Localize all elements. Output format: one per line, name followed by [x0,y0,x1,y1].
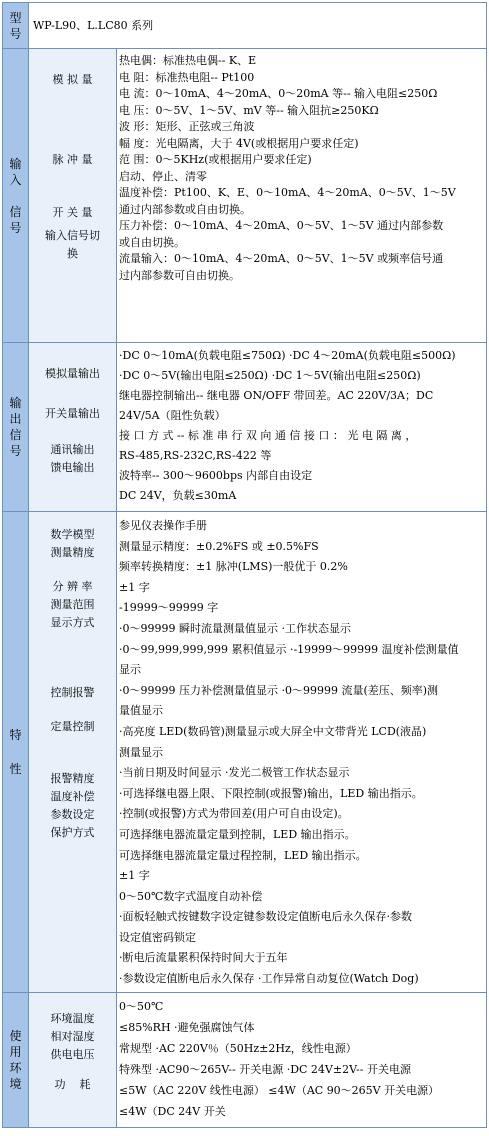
input-values [117,49,487,343]
input-line: 启动、停止、清零 [119,169,207,183]
output-values [117,343,487,512]
category-char: 使 [9,1029,22,1043]
environment-line: 0～50℃ [119,1000,164,1013]
sub-label-math-model: 数学模型 [50,528,95,541]
features-line: 测量显示精度：±0.2%FS 或 ±0.5%FS [119,539,319,553]
environment-values [117,993,487,1128]
sub-label-ambient-temp: 环境温度 [50,1012,95,1025]
features-row [3,512,487,993]
sub-label-resolution: 分 辨 率 [52,580,93,593]
features-line: ±1 字 [119,869,150,883]
output-line: ·DC 0～10mA(负载电阻≤750Ω) ·DC 4～20mA(负载电阻≤500Ω) [119,349,456,362]
features-line: 0～50℃数字式温度自动补偿 [119,889,263,903]
environment-line: 常规型 ·AC 220V％（50Hz±2Hz，线性电源） [119,1042,357,1055]
sub-label-quant-control: 定量控制 [50,720,95,733]
input-sub-labels [29,49,117,343]
environment-line: ≤5W（AC 220V 线性电源） ≤4W（AC 90～265V 开关电源） [119,1084,440,1097]
sub-label-switch-select-2: 换 [67,247,78,260]
features-line: ·可选择继电器上限、下限控制(或报警)输出，LED 输出指示。 [119,786,423,800]
features-line: ·面板轻触式按键数字设定键参数设定值断电后永久保存·参数 [119,910,412,924]
sub-label-power: 功 耗 [54,1078,91,1091]
output-category-cell [3,343,29,512]
environment-category-cell [3,993,29,1128]
input-line: 通过内部参数或自由切换。 [119,202,251,216]
features-line: 设定值密码锁定 [119,930,196,944]
features-category-cell [3,512,29,993]
input-line: 电 流：0～10mA、4～20mA、0～20mA 等-- 输入电阻≤250Ω [119,87,438,100]
category-char: 输 [9,156,22,171]
sub-label-feed-output: 馈电输出 [50,461,95,474]
features-line: 量值显示 [119,704,163,718]
input-line: 电 阻：标准热电阻-- Pt100 [119,70,255,84]
sub-label-display: 显示方式 [50,616,95,629]
input-line: 温度补偿：Pt100、K、E、0～10mA、4～20mA、0～5V、1～5V [119,186,456,199]
environment-row [3,993,487,1128]
category-char: 入 [9,172,22,187]
input-row [3,49,487,343]
sub-label-control-alarm: 控制报警 [50,686,95,699]
features-line: ·0～99,999,999,999 累积值显示 ·-19999～99999 温度补偿测量值 [119,642,459,656]
category-char: 性 [9,762,22,776]
category-char: 用 [9,1045,22,1059]
input-line: 幅 度：光电隔离，大于 4V(或根据用户要求任定) [119,136,359,150]
sub-label-switch: 开 关 量 [52,206,93,219]
input-line: 范 围：0～5KHz(或根据用户要求任定) [119,153,312,166]
sub-label-protection: 保护方式 [50,826,95,839]
environment-line: ≤85%RH ·避免强腐蚀气体 [119,1021,255,1034]
features-line: ·高亮度 LED(数码管)测量显示或大屏全中文带背光 LCD(液晶) [119,724,427,738]
sub-label-range: 测量范围 [50,598,95,611]
output-line: 24V/5A（阻性负载） [119,409,226,422]
features-values [117,512,487,993]
sub-label-analog-output: 模拟量输出 [45,367,100,380]
model-category-cell [3,3,29,49]
features-line: 参见仪表操作手册 [119,519,207,532]
output-line: DC 24V，负载≤30mA [119,489,237,502]
sub-label-supply-voltage: 供电电压 [50,1048,95,1061]
sub-label-humidity: 相对湿度 [50,1030,95,1043]
sub-label-param-setting: 参数设定 [50,808,95,821]
features-line: ·0～99999 压力补偿测量值显示 ·0～99999 流量(差压、频率)测 [119,683,439,697]
input-line: 流量输入：0～10mA、4～20mA、0～5V、1～5V 或频率信号通 [119,252,444,265]
output-line: RS-485,RS-232C,RS-422 等 [119,449,272,462]
category-char: 境 [9,1077,22,1091]
input-category-cell [3,49,29,343]
category-char: 特 [9,728,22,742]
sub-label-switch-select: 输入信号切 [45,229,100,242]
features-sub-labels [29,512,117,993]
features-line: ·0～99999 瞬时流量测量值显示 ·工作状态显示 [119,621,351,635]
model-row [3,3,487,49]
output-line: 波特率-- 300～9600bps 内部自由设定 [119,469,313,482]
input-line: 压力补偿：0～10mA、4～20mA、0～5V、1～5V 通过内部参数 [119,219,444,232]
category-char: 型 [9,10,22,25]
features-line: ·断电后流量累积保持时间大于五年 [119,951,288,965]
features-line: 显示 [119,663,141,677]
features-line: -19999～99999 字 [119,601,219,615]
features-line: 可选择继电器流量定量过程控制，LED 输出指示。 [119,848,367,862]
input-line: 过内部参数可自由切换。 [119,268,240,282]
environment-line: ≤4W（DC 24V 开关 [119,1105,226,1118]
output-row [3,343,487,512]
sub-label-alarm-accuracy: 报警精度 [50,772,95,785]
category-char: 出 [9,412,22,426]
sub-label-pulse: 脉 冲 量 [52,153,93,166]
category-char: 号 [9,220,22,235]
category-char: 信 [9,204,22,219]
features-line: ·控制(或报警)方式为带回差(用户可自由设定)。 [119,807,349,821]
input-line: 或自由切换。 [119,235,185,249]
features-line: ·当前日期及时间显示 ·发光二极管工作状态显示 [119,766,350,780]
spec-table [2,2,487,1128]
output-line: ·DC 0～5V(输出电阻≤250Ω) ·DC 1～5V(输出电阻≤250Ω) [119,369,421,382]
sub-label-comm-output: 通讯输出 [50,443,95,456]
category-char: 信 [9,428,22,442]
model-value: WP-L90、L.LC80 系列 [33,18,154,32]
model-value-cell [29,3,487,49]
input-line: 热电偶：标准热电偶-- K、E [119,54,257,67]
category-char: 号 [9,444,22,458]
sub-label-analog: 模 拟 量 [52,73,93,86]
features-line: 频率转换精度：±1 脉冲(LMS)一般优于 0.2% [119,560,348,574]
output-line: 继电器控制输出-- 继电器 ON/OFF 带回差。AC 220V/3A；DC [119,389,434,402]
environment-sub-labels [29,993,117,1128]
input-line: 波 形：矩形、正弦或三角波 [119,120,255,133]
category-char: 输 [9,396,22,410]
features-line: ±1 字 [119,580,150,594]
category-char: 号 [9,26,22,41]
sub-label-switch-output: 开关量输出 [45,407,100,420]
category-char: 环 [9,1061,22,1075]
output-line: 接 口 方 式 -- 标 准 串 行 双 向 通 信 接 口 ： 光 电 隔 离 ， [119,429,417,442]
sub-label-temp-comp: 温度补偿 [50,790,95,803]
features-line: 可选择继电器流量定量到控制，LED 输出指示。 [119,827,356,841]
sub-label-accuracy: 测量精度 [50,546,95,559]
output-sub-labels [29,343,117,512]
environment-line: 特殊型 ·AC90～265V-- 开关电源 ·DC 24V±2V-- 开关电源 [119,1063,411,1076]
input-line: 电 压：0～5V、1～5V、mV 等-- 输入阻抗≥250KΩ [119,103,379,117]
features-line: ·参数设定值断电后永久保存 ·工作异常自动复位(Watch Dog) [119,972,419,986]
features-line: 测量显示 [119,745,163,759]
